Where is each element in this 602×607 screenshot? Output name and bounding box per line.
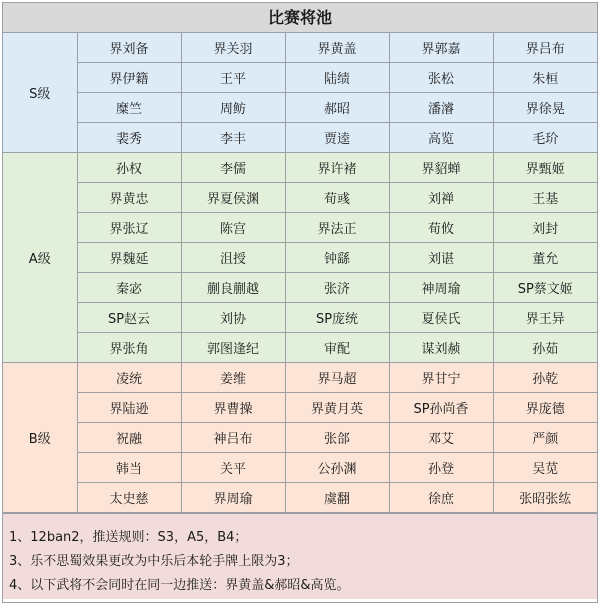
- hero-cell: 蒯良蒯越: [181, 273, 285, 303]
- table-row: [3, 243, 597, 273]
- hero-cell: 裴秀: [77, 123, 181, 153]
- hero-cell: 审配: [285, 333, 389, 363]
- hero-cell: 界甘宁: [389, 363, 493, 393]
- hero-cell: 贾逵: [285, 123, 389, 153]
- hero-cell: 夏侯氏: [389, 303, 493, 333]
- hero-cell: 界魏延: [77, 243, 181, 273]
- hero-cell: 关平: [181, 453, 285, 483]
- hero-cell: 张济: [285, 273, 389, 303]
- hero-cell: 界庞德: [493, 393, 597, 423]
- hero-cell: 高览: [389, 123, 493, 153]
- hero-cell: 界曹操: [181, 393, 285, 423]
- hero-cell: 孙茹: [493, 333, 597, 363]
- hero-cell: 严颜: [493, 423, 597, 453]
- hero-cell: 神周瑜: [389, 273, 493, 303]
- hero-cell: 孙乾: [493, 363, 597, 393]
- tier-label: A级: [3, 153, 77, 363]
- hero-cell: 刘协: [181, 303, 285, 333]
- hero-cell: 董允: [493, 243, 597, 273]
- hero-cell: 孙登: [389, 453, 493, 483]
- hero-cell: SP蔡文姬: [493, 273, 597, 303]
- hero-cell: 韩当: [77, 453, 181, 483]
- hero-cell: SP孙尚香: [389, 393, 493, 423]
- tier-label: S级: [3, 33, 77, 153]
- hero-cell: 孙权: [77, 153, 181, 183]
- hero-cell: 凌统: [77, 363, 181, 393]
- hero-cell: 界夏侯渊: [181, 183, 285, 213]
- hero-cell: 界貂蝉: [389, 153, 493, 183]
- hero-table: [3, 33, 597, 513]
- hero-cell: 李儒: [181, 153, 285, 183]
- table-row: [3, 363, 597, 393]
- hero-cell: 界张角: [77, 333, 181, 363]
- table-row: [3, 123, 597, 153]
- hero-cell: 张昭张纮: [493, 483, 597, 513]
- hero-cell: 糜竺: [77, 93, 181, 123]
- hero-cell: 陈宫: [181, 213, 285, 243]
- hero-cell: 界刘备: [77, 33, 181, 63]
- hero-cell: SP庞统: [285, 303, 389, 333]
- hero-cell: 秦宓: [77, 273, 181, 303]
- hero-cell: 界黄忠: [77, 183, 181, 213]
- rule-line: 3、乐不思蜀效果更改为中乐后本轮手牌上限为3；: [9, 554, 299, 569]
- hero-cell: 徐庶: [389, 483, 493, 513]
- hero-cell: 界王异: [493, 303, 597, 333]
- table-row: [3, 423, 597, 453]
- hero-cell: 沮授: [181, 243, 285, 273]
- hero-cell: 界伊籍: [77, 63, 181, 93]
- hero-cell: 郭图逢纪: [181, 333, 285, 363]
- hero-cell: 陆绩: [285, 63, 389, 93]
- table-row: [3, 483, 597, 513]
- hero-cell: 谋刘赪: [389, 333, 493, 363]
- hero-cell: 祝融: [77, 423, 181, 453]
- hero-cell: 太史慈: [77, 483, 181, 513]
- table-row: [3, 153, 597, 183]
- hero-cell: 刘禅: [389, 183, 493, 213]
- table-row: [3, 183, 597, 213]
- hero-cell: 钟繇: [285, 243, 389, 273]
- sheet-title: 比赛将池: [3, 3, 597, 33]
- hero-cell: 界吕布: [493, 33, 597, 63]
- table-row: [3, 393, 597, 423]
- hero-cell: 毛玠: [493, 123, 597, 153]
- hero-cell: 界关羽: [181, 33, 285, 63]
- rules-notes: [3, 513, 597, 599]
- hero-cell: 界徐晃: [493, 93, 597, 123]
- hero-cell: 神吕布: [181, 423, 285, 453]
- hero-cell: 界马超: [285, 363, 389, 393]
- hero-cell: 界周瑜: [181, 483, 285, 513]
- hero-cell: 界甄姬: [493, 153, 597, 183]
- hero-cell: 刘谌: [389, 243, 493, 273]
- hero-cell: 界黄月英: [285, 393, 389, 423]
- hero-pool-sheet: [2, 2, 598, 603]
- hero-cell: 界许褚: [285, 153, 389, 183]
- table-row: [3, 303, 597, 333]
- hero-cell: 潘濬: [389, 93, 493, 123]
- hero-cell: 吴苋: [493, 453, 597, 483]
- hero-cell: 张松: [389, 63, 493, 93]
- hero-cell: 荀攸: [389, 213, 493, 243]
- table-row: [3, 213, 597, 243]
- hero-cell: 界张辽: [77, 213, 181, 243]
- hero-cell: 虞翻: [285, 483, 389, 513]
- hero-cell: SP赵云: [77, 303, 181, 333]
- hero-cell: 周鲂: [181, 93, 285, 123]
- tier-label: B级: [3, 363, 77, 513]
- hero-cell: 郝昭: [285, 93, 389, 123]
- hero-cell: 李丰: [181, 123, 285, 153]
- hero-cell: 界黄盖: [285, 33, 389, 63]
- table-row: [3, 333, 597, 363]
- hero-cell: 王平: [181, 63, 285, 93]
- rule-line: 4、以下武将不会同时在同一边推送：界黄盖&郝昭&高览。: [9, 578, 350, 593]
- hero-cell: 刘封: [493, 213, 597, 243]
- hero-cell: 界郭嘉: [389, 33, 493, 63]
- table-row: [3, 63, 597, 93]
- table-row: [3, 33, 597, 63]
- rule-line: 1、12ban2，推送规则：S3，A5，B4；: [9, 530, 248, 545]
- table-row: [3, 273, 597, 303]
- hero-cell: 界法正: [285, 213, 389, 243]
- hero-cell: 荀彧: [285, 183, 389, 213]
- hero-cell: 邓艾: [389, 423, 493, 453]
- table-row: [3, 453, 597, 483]
- hero-cell: 朱桓: [493, 63, 597, 93]
- hero-cell: 姜维: [181, 363, 285, 393]
- hero-cell: 界陆逊: [77, 393, 181, 423]
- table-row: [3, 93, 597, 123]
- hero-cell: 公孙渊: [285, 453, 389, 483]
- hero-cell: 张郃: [285, 423, 389, 453]
- hero-cell: 王基: [493, 183, 597, 213]
